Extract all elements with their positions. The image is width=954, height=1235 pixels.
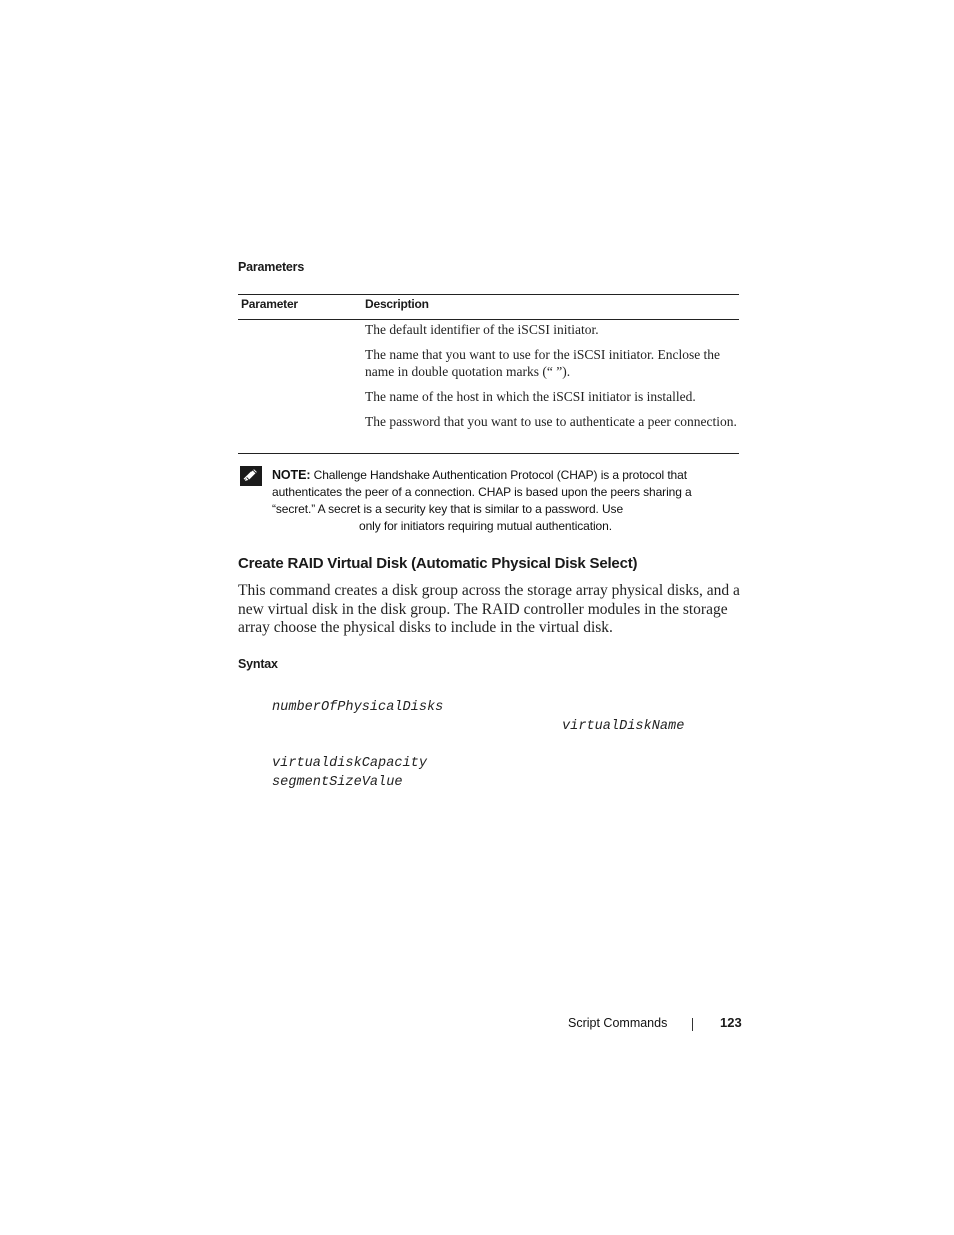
table-header-parameter: Parameter <box>241 297 298 311</box>
table-cell-description: The name of the host in which the iSCSI initiator is installed. <box>365 389 696 404</box>
footer-separator <box>692 1018 693 1031</box>
note-pencil-icon <box>240 466 262 486</box>
table-cell-description: The default identifier of the iSCSI initiator. <box>365 322 599 337</box>
table-cell-description: The name that you want to use for the iSCSI initiator. Enclose the name in double quotation marks (“ ”). <box>365 347 721 379</box>
table-header-rule <box>238 319 739 320</box>
note-text-1: Challenge Handshake Authentication Protocol (CHAP) is a protocol that <box>313 468 687 482</box>
section-body: This command creates a disk group across the storage array physical disks, and a new virtual disk in the disk group. The RAID controller modules in the storage array choose the physical disks to include in the virtual disk. <box>238 582 740 637</box>
note-label: NOTE: <box>272 468 311 482</box>
syntax-virtual-disk-name: virtualDiskName <box>562 719 685 734</box>
syntax-virtual-disk-capacity: virtualdiskCapacity <box>272 756 427 771</box>
syntax-heading: Syntax <box>238 657 278 671</box>
note-line-3: “secret.” A secret is a security key that is similar to a password. Use <box>272 502 624 516</box>
footer-section-name: Script Commands <box>568 1016 668 1030</box>
note-line-4: only for initiators requiring mutual authentication. <box>359 519 612 533</box>
page-number: 123 <box>720 1015 742 1030</box>
note-block <box>272 467 742 535</box>
section-heading: Create RAID Virtual Disk (Automatic Physical Disk Select) <box>238 555 638 572</box>
syntax-number-of-physical-disks: numberOfPhysicalDisks <box>272 700 444 715</box>
note-line-2: authenticates the peer of a connection. CHAP is based upon the peers sharing a <box>272 485 692 499</box>
table-bottom-rule <box>238 453 739 454</box>
parameters-heading: Parameters <box>238 260 305 274</box>
table-top-rule <box>238 294 739 295</box>
table-cell-description: The password that you want to use to authenticate a peer connection. <box>365 414 737 429</box>
syntax-segment-size-value: segmentSizeValue <box>272 775 403 790</box>
table-header-description: Description <box>365 297 429 311</box>
note-line-1 <box>272 467 742 484</box>
